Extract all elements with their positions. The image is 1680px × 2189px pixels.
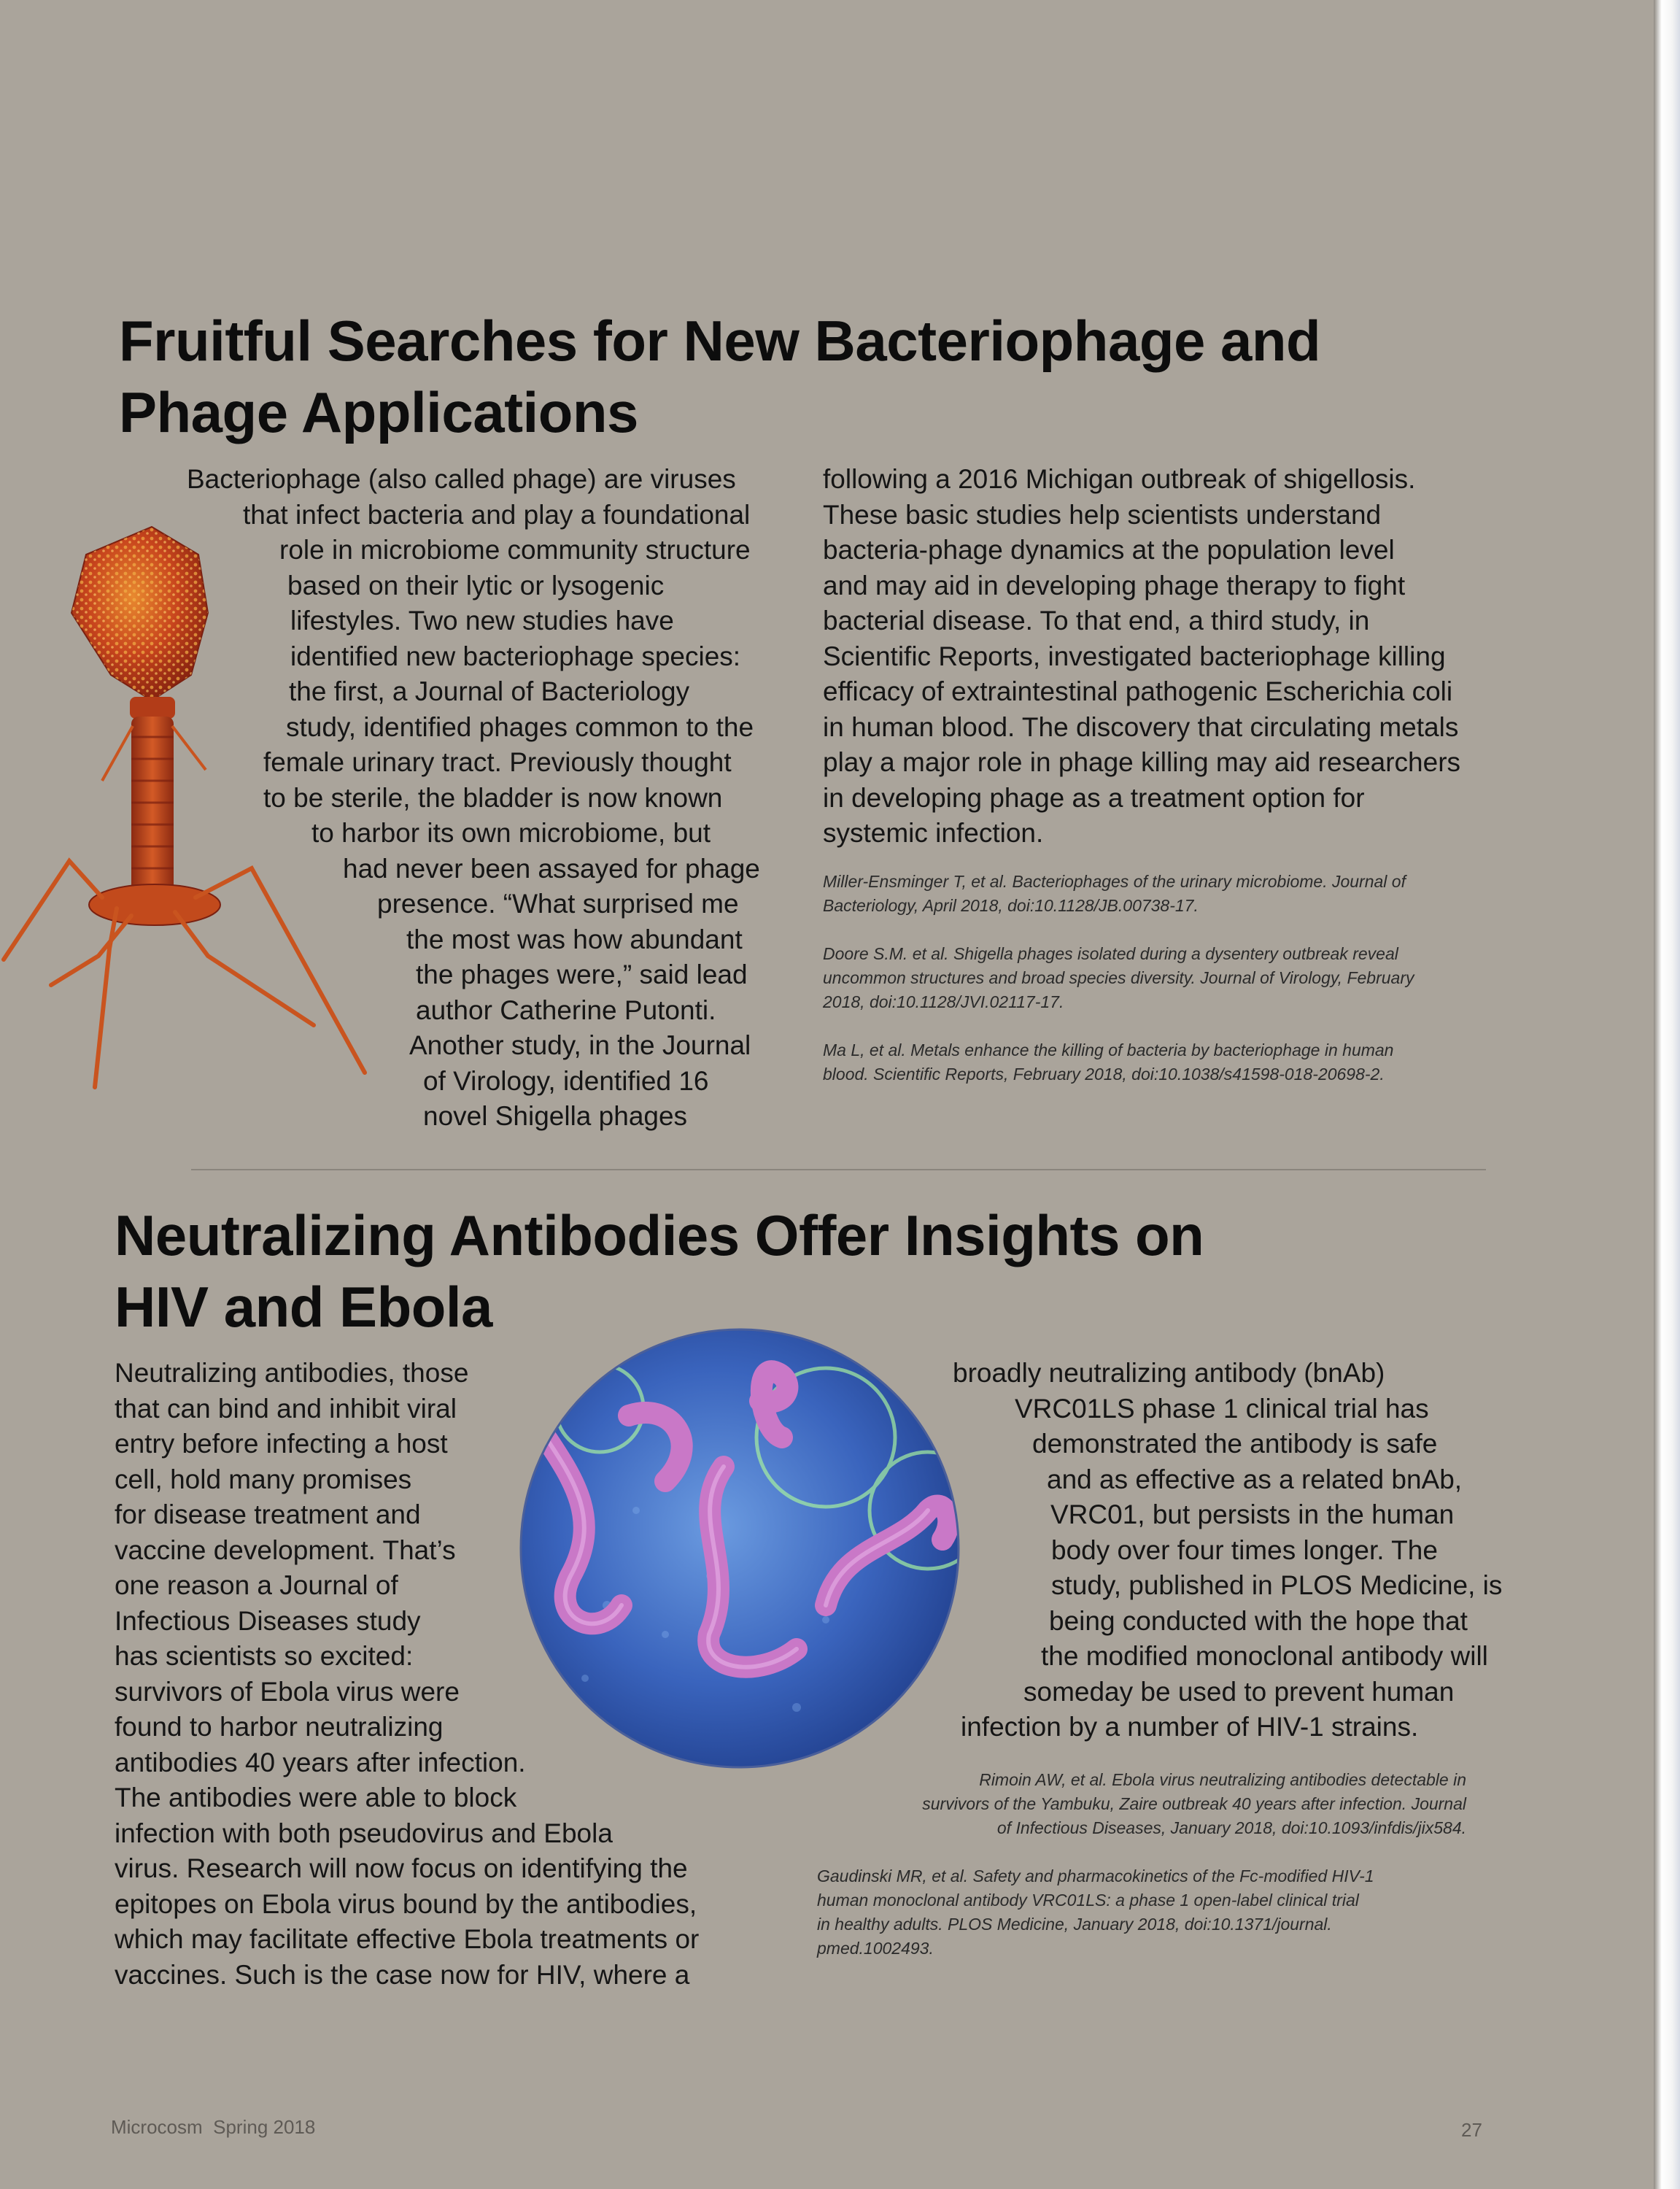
body-line: infection by a number of HIV-1 strains. bbox=[961, 1712, 1419, 1742]
article2-left-column bbox=[115, 1356, 771, 1993]
reference-line: Rimoin AW, et al. Ebola virus neutralizing antibodies detectable in bbox=[979, 1770, 1466, 1789]
body-line: that can bind and inhibit viral bbox=[115, 1393, 457, 1424]
article1-title-line2: Phage Applications bbox=[119, 380, 638, 444]
reference bbox=[823, 1038, 1494, 1086]
footer-page-number: 27 bbox=[1461, 2119, 1482, 2141]
body-line: the first, a Journal of Bacteriology bbox=[289, 676, 690, 706]
body-line: efficacy of extraintestinal pathogenic Escherichia coli bbox=[823, 676, 1453, 706]
body-line: has scientists so excited: bbox=[115, 1641, 414, 1671]
reference-line: Miller-Ensminger T, et al. Bacteriophages of the urinary microbiome. Journal of bbox=[823, 872, 1406, 891]
body-line: epitopes on Ebola virus bound by the antibodies, bbox=[115, 1888, 697, 1919]
body-line: Another study, in the Journal bbox=[409, 1030, 751, 1060]
body-line: for disease treatment and bbox=[115, 1499, 421, 1529]
section-divider bbox=[191, 1169, 1486, 1170]
body-line: play a major role in phage killing may aid researchers bbox=[823, 747, 1461, 777]
body-line: antibodies 40 years after infection. bbox=[115, 1747, 526, 1777]
body-line: which may facilitate effective Ebola treatments or bbox=[115, 1924, 700, 1954]
reference-line: Bacteriology, April 2018, doi:10.1128/JB.00738-17. bbox=[823, 896, 1199, 915]
body-line: female urinary tract. Previously thought bbox=[263, 747, 732, 777]
body-line: lifestyles. Two new studies have bbox=[290, 606, 674, 636]
article1-references bbox=[823, 870, 1494, 1111]
body-line: Infectious Diseases study bbox=[115, 1605, 421, 1636]
body-line: VRC01, but persists in the human bbox=[1050, 1499, 1455, 1529]
body-line: being conducted with the hope that bbox=[1049, 1605, 1468, 1636]
reference-line: Doore S.M. et al. Shigella phages isolated during a dysentery outbreak reveal bbox=[823, 944, 1398, 963]
body-line: found to harbor neutralizing bbox=[115, 1712, 444, 1742]
reference bbox=[817, 1768, 1466, 1840]
body-line: that infect bacteria and play a foundational bbox=[243, 499, 751, 530]
body-line: Bacteriophage (also called phage) are viruses bbox=[187, 464, 736, 494]
body-line: the most was how abundant bbox=[406, 924, 743, 954]
reference-line: of Infectious Diseases, January 2018, doi:10.1093/infdis/jix584. bbox=[996, 1818, 1466, 1837]
reference-line: in healthy adults. PLOS Medicine, January 2018, doi:10.1371/journal. bbox=[817, 1915, 1332, 1934]
reference-line: Ma L, et al. Metals enhance the killing of bacteria by bacteriophage in human bbox=[823, 1041, 1394, 1059]
article2-title-line2: HIV and Ebola bbox=[115, 1275, 492, 1339]
article1-right-column bbox=[823, 462, 1523, 852]
reference bbox=[823, 870, 1494, 918]
body-line: novel Shigella phages bbox=[423, 1101, 688, 1131]
body-line: and as effective as a related bnAb, bbox=[1047, 1464, 1463, 1494]
body-line: bacteria-phage dynamics at the population level bbox=[823, 535, 1395, 565]
body-line: infection with both pseudovirus and Ebola bbox=[115, 1818, 613, 1848]
body-line: vaccine development. That’s bbox=[115, 1534, 456, 1565]
body-line: and may aid in developing phage therapy to fight bbox=[823, 570, 1406, 601]
body-line: in human blood. The discovery that circulating metals bbox=[823, 711, 1459, 742]
article2-title-line1: Neutralizing Antibodies Offer Insights on bbox=[115, 1203, 1204, 1267]
reference-line: pmed.1002493. bbox=[817, 1939, 934, 1958]
body-line: These basic studies help scientists understand bbox=[823, 499, 1382, 530]
page-edge bbox=[1654, 0, 1680, 2189]
body-line: Scientific Reports, investigated bacteriophage killing bbox=[823, 641, 1446, 671]
body-line: systemic infection. bbox=[823, 818, 1044, 848]
body-line: had never been assayed for phage bbox=[343, 853, 760, 884]
body-line: Neutralizing antibodies, those bbox=[115, 1358, 469, 1388]
body-line: broadly neutralizing antibody (bnAb) bbox=[953, 1358, 1385, 1388]
body-line: of Virology, identified 16 bbox=[423, 1065, 709, 1096]
reference-line: 2018, doi:10.1128/JVI.02117-17. bbox=[823, 992, 1064, 1011]
article2-references bbox=[817, 1768, 1466, 1985]
body-line: survivors of Ebola virus were bbox=[115, 1676, 460, 1707]
body-line: entry before infecting a host bbox=[115, 1429, 448, 1459]
body-line: bacterial disease. To that end, a third study, in bbox=[823, 606, 1370, 636]
reference bbox=[823, 942, 1494, 1014]
body-line: following a 2016 Michigan outbreak of shigellosis. bbox=[823, 464, 1416, 494]
reference-line: human monoclonal antibody VRC01LS: a phase 1 open-label clinical trial bbox=[817, 1891, 1359, 1910]
body-line: one reason a Journal of bbox=[115, 1570, 398, 1600]
body-line: based on their lytic or lysogenic bbox=[287, 570, 665, 601]
body-line: study, published in PLOS Medicine, is bbox=[1051, 1570, 1503, 1600]
reference-line: survivors of the Yambuku, Zaire outbreak 40 years after infection. Journal bbox=[922, 1794, 1466, 1813]
body-line: role in microbiome community structure bbox=[279, 535, 751, 565]
article1-title-line1: Fruitful Searches for New Bacteriophage and bbox=[119, 309, 1321, 373]
article1-title bbox=[119, 305, 1320, 448]
body-line: author Catherine Putonti. bbox=[416, 995, 716, 1025]
body-line: body over four times longer. The bbox=[1051, 1534, 1438, 1565]
article2-title bbox=[115, 1200, 1204, 1343]
body-line: the modified monoclonal antibody will bbox=[1041, 1641, 1488, 1671]
body-line: someday be used to prevent human bbox=[1023, 1676, 1455, 1707]
reference-line: blood. Scientific Reports, February 2018, doi:10.1038/s41598-018-20698-2. bbox=[823, 1065, 1385, 1084]
body-line: the phages were,” said lead bbox=[416, 960, 748, 989]
body-line: VRC01LS phase 1 clinical trial has bbox=[1015, 1393, 1429, 1424]
body-line: demonstrated the antibody is safe bbox=[1032, 1429, 1438, 1459]
body-line: to harbor its own microbiome, but bbox=[311, 818, 711, 848]
article2-right-column bbox=[948, 1356, 1503, 1745]
body-line: vaccines. Such is the case now for HIV, where a bbox=[115, 1959, 690, 1990]
reference-line: uncommon structures and broad species diversity. Journal of Virology, February bbox=[823, 968, 1414, 987]
body-line: The antibodies were able to block bbox=[115, 1783, 517, 1812]
reference bbox=[817, 1864, 1466, 1961]
body-line: presence. “What surprised me bbox=[377, 889, 739, 919]
body-line: to be sterile, the bladder is now known bbox=[263, 782, 723, 813]
body-line: in developing phage as a treatment option for bbox=[823, 782, 1365, 813]
body-line: identified new bacteriophage species: bbox=[290, 641, 741, 671]
footer-publication: Microcosm Spring 2018 bbox=[111, 2116, 316, 2138]
reference-line: Gaudinski MR, et al. Safety and pharmacokinetics of the Fc-modified HIV-1 bbox=[817, 1866, 1374, 1885]
body-line: study, identified phages common to the bbox=[286, 711, 754, 742]
article1-left-column bbox=[0, 462, 795, 1135]
body-line: cell, hold many promises bbox=[115, 1464, 412, 1494]
body-line: virus. Research will now focus on identifying the bbox=[115, 1853, 688, 1883]
